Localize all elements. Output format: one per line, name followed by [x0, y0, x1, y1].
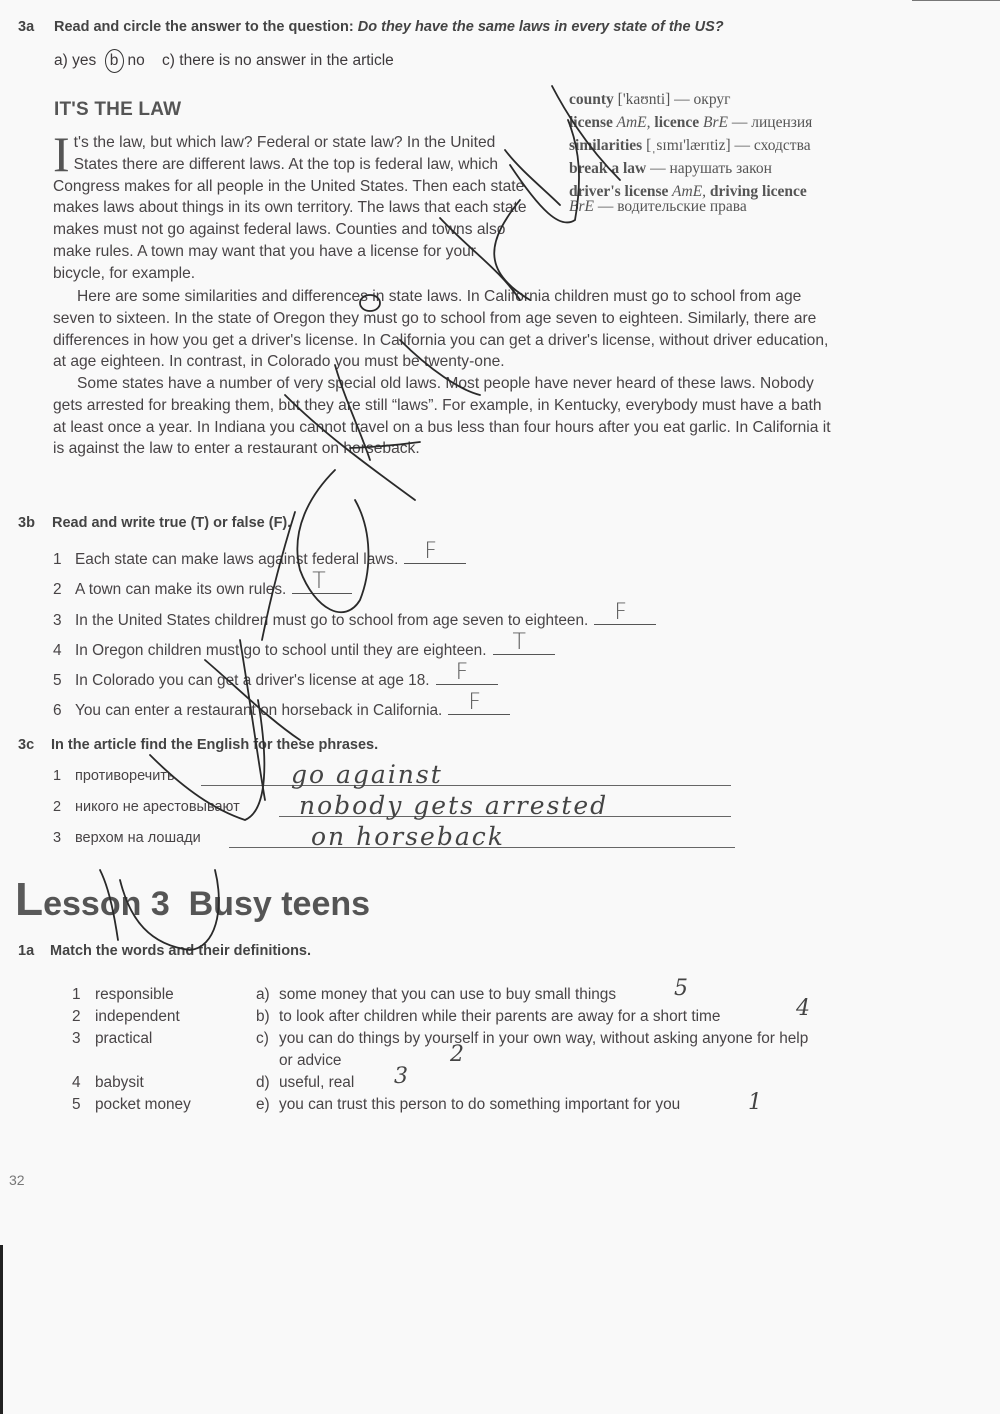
glossary-entry: county ['kaʊnti] — округ	[569, 91, 731, 108]
definition-item: d) useful, real 3	[256, 1064, 408, 1091]
glossary-entry: break a law — нарушать закон	[569, 160, 772, 177]
definition-list	[256, 976, 816, 1116]
article-paragraph-3: Some states have a number of very special old laws. Most people have never heard of these laws. Nobody gets arrested for breaking them, but they are still “laws”. For example, in Kentucky, everybody must have a bath at least once a year. In Indiana you cannot travel on a bus less than four hours after you eat garlic. In California it is against the law to enter a restaurant on horseback.	[53, 375, 831, 458]
article-title: IT'S THE LAW	[54, 99, 182, 120]
page-binding-edge	[0, 1245, 3, 1414]
true-false-list	[53, 539, 656, 727]
exercise-question: Do they have the same laws in every state of the US?	[357, 19, 724, 35]
definition-item: b) to look after children while their parents are away for a short time 4	[256, 996, 810, 1025]
answer-blank[interactable]	[292, 569, 352, 595]
phrase-item: 1 противоречить go against	[53, 768, 240, 799]
word-item: 2 independent	[72, 1008, 180, 1025]
word-item: 4 babysit	[72, 1074, 144, 1091]
answer-blank[interactable]	[448, 690, 510, 716]
exercise-instruction: In the article find the English for these phrases.	[51, 737, 379, 753]
word-item: 1 responsible	[72, 986, 174, 1003]
option-a[interactable]: a) yes	[54, 52, 97, 69]
page-number: 32	[9, 1172, 25, 1188]
option-c[interactable]: c) there is no answer in the article	[162, 52, 394, 69]
exercise-1a-header	[18, 942, 311, 960]
handwritten-answer: go against	[291, 760, 443, 789]
handwritten-answer: nobody gets arrested	[299, 791, 609, 820]
handwritten-answer: 1	[748, 1090, 762, 1115]
drop-cap: I	[53, 126, 70, 182]
tf-item: 2 A town can make its own rules. T	[53, 575, 656, 605]
tf-item: 6 You can enter a restaurant on horseback in California. F	[53, 696, 656, 726]
tf-item: 3 In the United States children must go to school from age seven to eighteen. F	[53, 606, 656, 636]
glossary-entry-continued: BrE — водительские права	[569, 198, 747, 215]
article-paragraph-2: Here are some similarities and differences in state laws. In California children must go to school from age seven to sixteen. In the state of Oregon they must go to school from age seven to eighteen. Similarly, there are differences in how you get a driver's license. In California you can get a driver's license, without driver education, at age eighteen. In contrast, in Colorado you must be twenty-one.	[53, 288, 829, 371]
handwritten-answer: F	[424, 539, 438, 564]
exercise-3b-header	[18, 514, 291, 532]
option-b-circled[interactable]: b no	[101, 52, 145, 69]
phrase-item: 3 верхом на лошади on horseback	[53, 830, 240, 861]
tf-item: 4 In Oregon children must go to school until they are eighteen. T	[53, 636, 656, 666]
answer-blank[interactable]	[436, 660, 498, 686]
exercise-3c-header	[18, 736, 378, 754]
exercise-number: 3c	[18, 737, 35, 753]
tf-item: 1 Each state can make laws against federal laws. F	[53, 545, 656, 575]
exercise-number: 3b	[18, 515, 35, 531]
handwritten-answer: F	[455, 660, 469, 686]
glossary-entry: license AmE, licence BrE — лицензия	[569, 114, 813, 131]
definition-item: a) some money that you can use to buy small things 5	[256, 976, 688, 1003]
handwritten-answer: 5	[674, 976, 688, 1001]
handwritten-answer: on horseback	[311, 822, 505, 851]
answer-line[interactable]	[201, 785, 731, 786]
glossary	[569, 88, 812, 215]
handwritten-answer: F	[468, 690, 481, 716]
phrase-item: 2 никого не арестовывают nobody gets arrested	[53, 799, 240, 830]
exercise-instruction: Read and circle the answer to the question:	[54, 19, 358, 35]
answer-circle: b	[105, 49, 124, 73]
article-paragraph-1: It's the law, but which law? Federal or state law? In the United States there are different laws. At the top is federal law, which Congress makes for all people in the United States. Then each state makes laws about things in its own territory. The laws that each state makes must not go against federal laws. Counties and towns also make rules. A town may want that you have a license for your bicycle, for example.	[53, 126, 527, 282]
handwritten-answer: T	[312, 569, 326, 595]
phrase-translation-list	[53, 760, 609, 861]
exercise-3a-header	[18, 18, 724, 36]
handwritten-answer: 4	[796, 996, 810, 1021]
answer-blank[interactable]	[594, 599, 656, 625]
word-item: 3 practical	[72, 1030, 153, 1047]
handwritten-answer: T	[512, 629, 526, 655]
lesson-title: Lesson 3 Busy teens	[15, 873, 371, 925]
exercise-instruction: Match the words and their definitions.	[50, 943, 312, 959]
word-item: 5 pocket money	[72, 1096, 191, 1113]
glossary-entry: similarities [ˌsɪmɪ'lærɪtiz] — сходства	[569, 137, 811, 154]
definition-item: e) you can trust this person to do something important for you 1	[256, 1090, 762, 1115]
exercise-instruction: Read and write true (T) or false (F).	[52, 515, 292, 531]
answer-blank[interactable]	[404, 539, 466, 564]
answer-blank[interactable]	[493, 629, 555, 655]
word-list	[72, 984, 242, 1116]
page-top-edge	[912, 0, 1000, 1]
exercise-number: 3a	[18, 19, 35, 35]
exercise-3a-options	[54, 49, 394, 73]
handwritten-answer: 3	[394, 1064, 408, 1089]
glossary-entry: driver's license AmE, driving licence	[569, 183, 807, 200]
tf-item: 5 In Colorado you can get a driver's license at age 18. F	[53, 666, 656, 696]
handwritten-answer: F	[614, 599, 627, 625]
handwritten-answer: 2	[450, 1042, 464, 1067]
exercise-number: 1a	[18, 943, 35, 959]
definition-item: c) you can do things by yourself in your own way, without asking anyone for help or advice 2	[256, 1030, 809, 1069]
